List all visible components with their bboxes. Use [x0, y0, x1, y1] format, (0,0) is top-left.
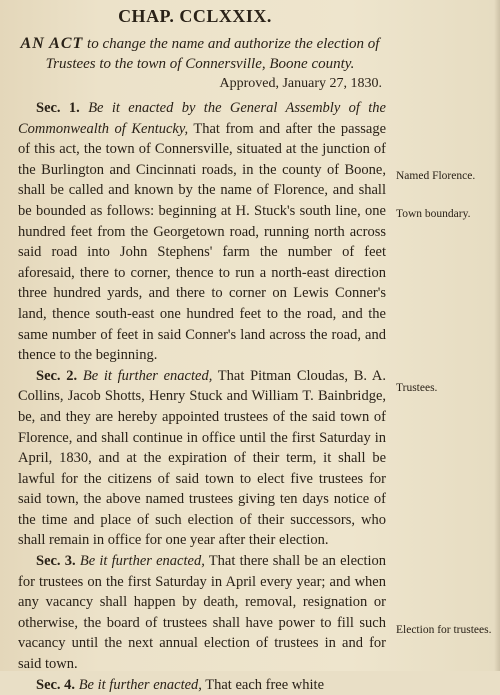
- enacting-clause: Be it enacted by the General Assembly of the Commonwealth of Kentucky,: [18, 100, 386, 137]
- section-text: That Pitman Cloudas, B. A. Collins, Jacob Shotts, Henry Stuck and William T. Bainbridge, be, and they are hereby appointed trustees of the said town of Florence, and shall continue in office until the first Saturday in April, 1830, and at the expiration of their term, it shall be lawful for the citizens of said town to elect five trustees for said town, the above named trustees giving ten days notice of the time and place of such election of their successors, who shall remain in office for one year after their election.: [18, 367, 387, 549]
- section-4: [18, 675, 386, 695]
- enacting-clause: Be it further enacted,: [79, 553, 205, 570]
- section-text: That each free white: [201, 676, 325, 693]
- section-1: [18, 98, 386, 366]
- approval-date: Approved, January 27, 1830.: [219, 76, 382, 91]
- section-text: That from and after the passage of this act, the town of Connersville, situated at the junction of the Burlington and Cincinnati roads, in the county of Boone, shall be called and known by the name of Florence, and shall be bounded as follows: beginning at H. Stuck's south line, one hundred feet from the Georgetown road, running north across said road into John Stephens' farm the number of feet aforesaid, there to corner, thence to run a north-east direction three hundred yards, and there to corner on Lewis Conner's land, thence south-east one hundred feet to the road, and the same number of feet in said Conner's land across the road, and thence to the beginning.: [18, 120, 386, 364]
- chapter-heading: CHAP. CCLXXIX.: [118, 6, 272, 26]
- act-body: [18, 98, 386, 695]
- section-label: Sec. 1.: [36, 100, 80, 116]
- act-title-lead: AN ACT: [20, 35, 84, 52]
- enacting-clause: Be it further enacted,: [78, 676, 202, 693]
- section-label: Sec. 4.: [36, 676, 76, 693]
- section-label: Sec. 2.: [36, 367, 78, 384]
- act-title: [20, 34, 380, 74]
- act-title-text: to change the name and authorize the election of Trustees to the town of Connersville, Boone county.: [45, 36, 380, 72]
- enacting-clause: Be it further enacted,: [82, 367, 213, 384]
- margin-note-election: Election for trustees.: [396, 624, 492, 636]
- section-label: Sec. 3.: [36, 553, 76, 570]
- section-text: That there shall be an election for trustees on the first Saturday in April every year; and when any vacancy shall happen by death, removal, resignation or otherwise, the board of trustees shall have power to fill such vacancy until the next annual election of trustees in and for said town.: [18, 553, 387, 673]
- section-2: [18, 366, 386, 551]
- margin-note-named-florence: Named Florence.: [396, 170, 476, 182]
- margin-note-town-boundary: Town boundary.: [396, 208, 471, 220]
- section-3: [18, 551, 386, 675]
- margin-note-trustees: Trustees.: [396, 382, 438, 394]
- page-edge-shadow: [494, 0, 500, 671]
